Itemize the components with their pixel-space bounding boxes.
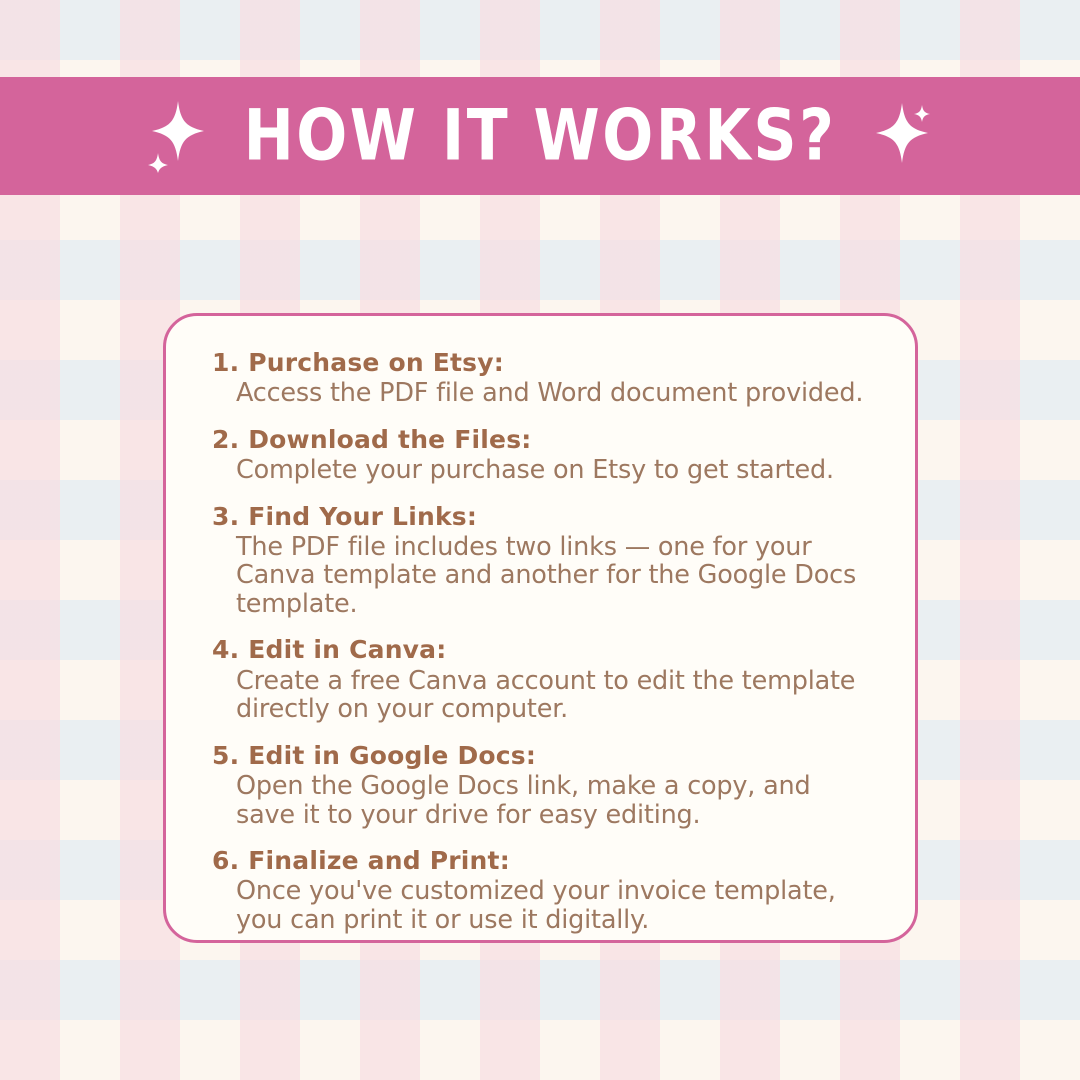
step-number: 3. [212,501,249,531]
step-number: 1. [212,348,249,377]
title-banner [0,77,1080,195]
list-item [210,637,871,723]
step-heading [212,501,871,531]
page-title: HOW IT WORKS? [243,94,837,178]
step-title: Purchase on Etsy: [248,348,504,377]
list-item [210,350,871,408]
step-title: Download the Files: [248,424,532,454]
list-item [210,848,871,934]
step-title: Find Your Links: [248,501,478,531]
step-body: Complete your purchase on Etsy to get started. [236,455,834,486]
step-body: The PDF file includes two links — one for your Canva template and another for the Google Docs template. [236,531,857,619]
step-number: 5. [212,740,249,770]
list-item [210,424,871,486]
step-title: Finalize and Print: [248,846,510,876]
list-item [210,740,871,830]
sparkle-icon [870,97,936,175]
step-heading [212,848,871,874]
step-body: Create a free Canva account to edit the template directly on your computer. [236,665,856,725]
steps-list [210,350,871,935]
step-title: Edit in Canva: [248,635,447,665]
step-heading [212,424,871,454]
step-title: Edit in Google Docs: [248,740,537,770]
step-body: Once you've customized your invoice template, you can print it or use it digitally. [236,876,836,935]
step-heading [212,350,871,376]
step-number: 6. [212,846,249,876]
list-item [210,501,871,619]
how-it-works-card [163,313,918,943]
step-number: 2. [212,424,249,454]
step-heading [212,637,871,663]
step-number: 4. [212,635,249,665]
step-heading [212,740,871,770]
step-body: Access the PDF file and Word document provided. [236,378,864,409]
sparkle-icon [144,97,210,175]
step-body: Open the Google Docs link, make a copy, and save it to your drive for easy editing. [236,771,811,830]
